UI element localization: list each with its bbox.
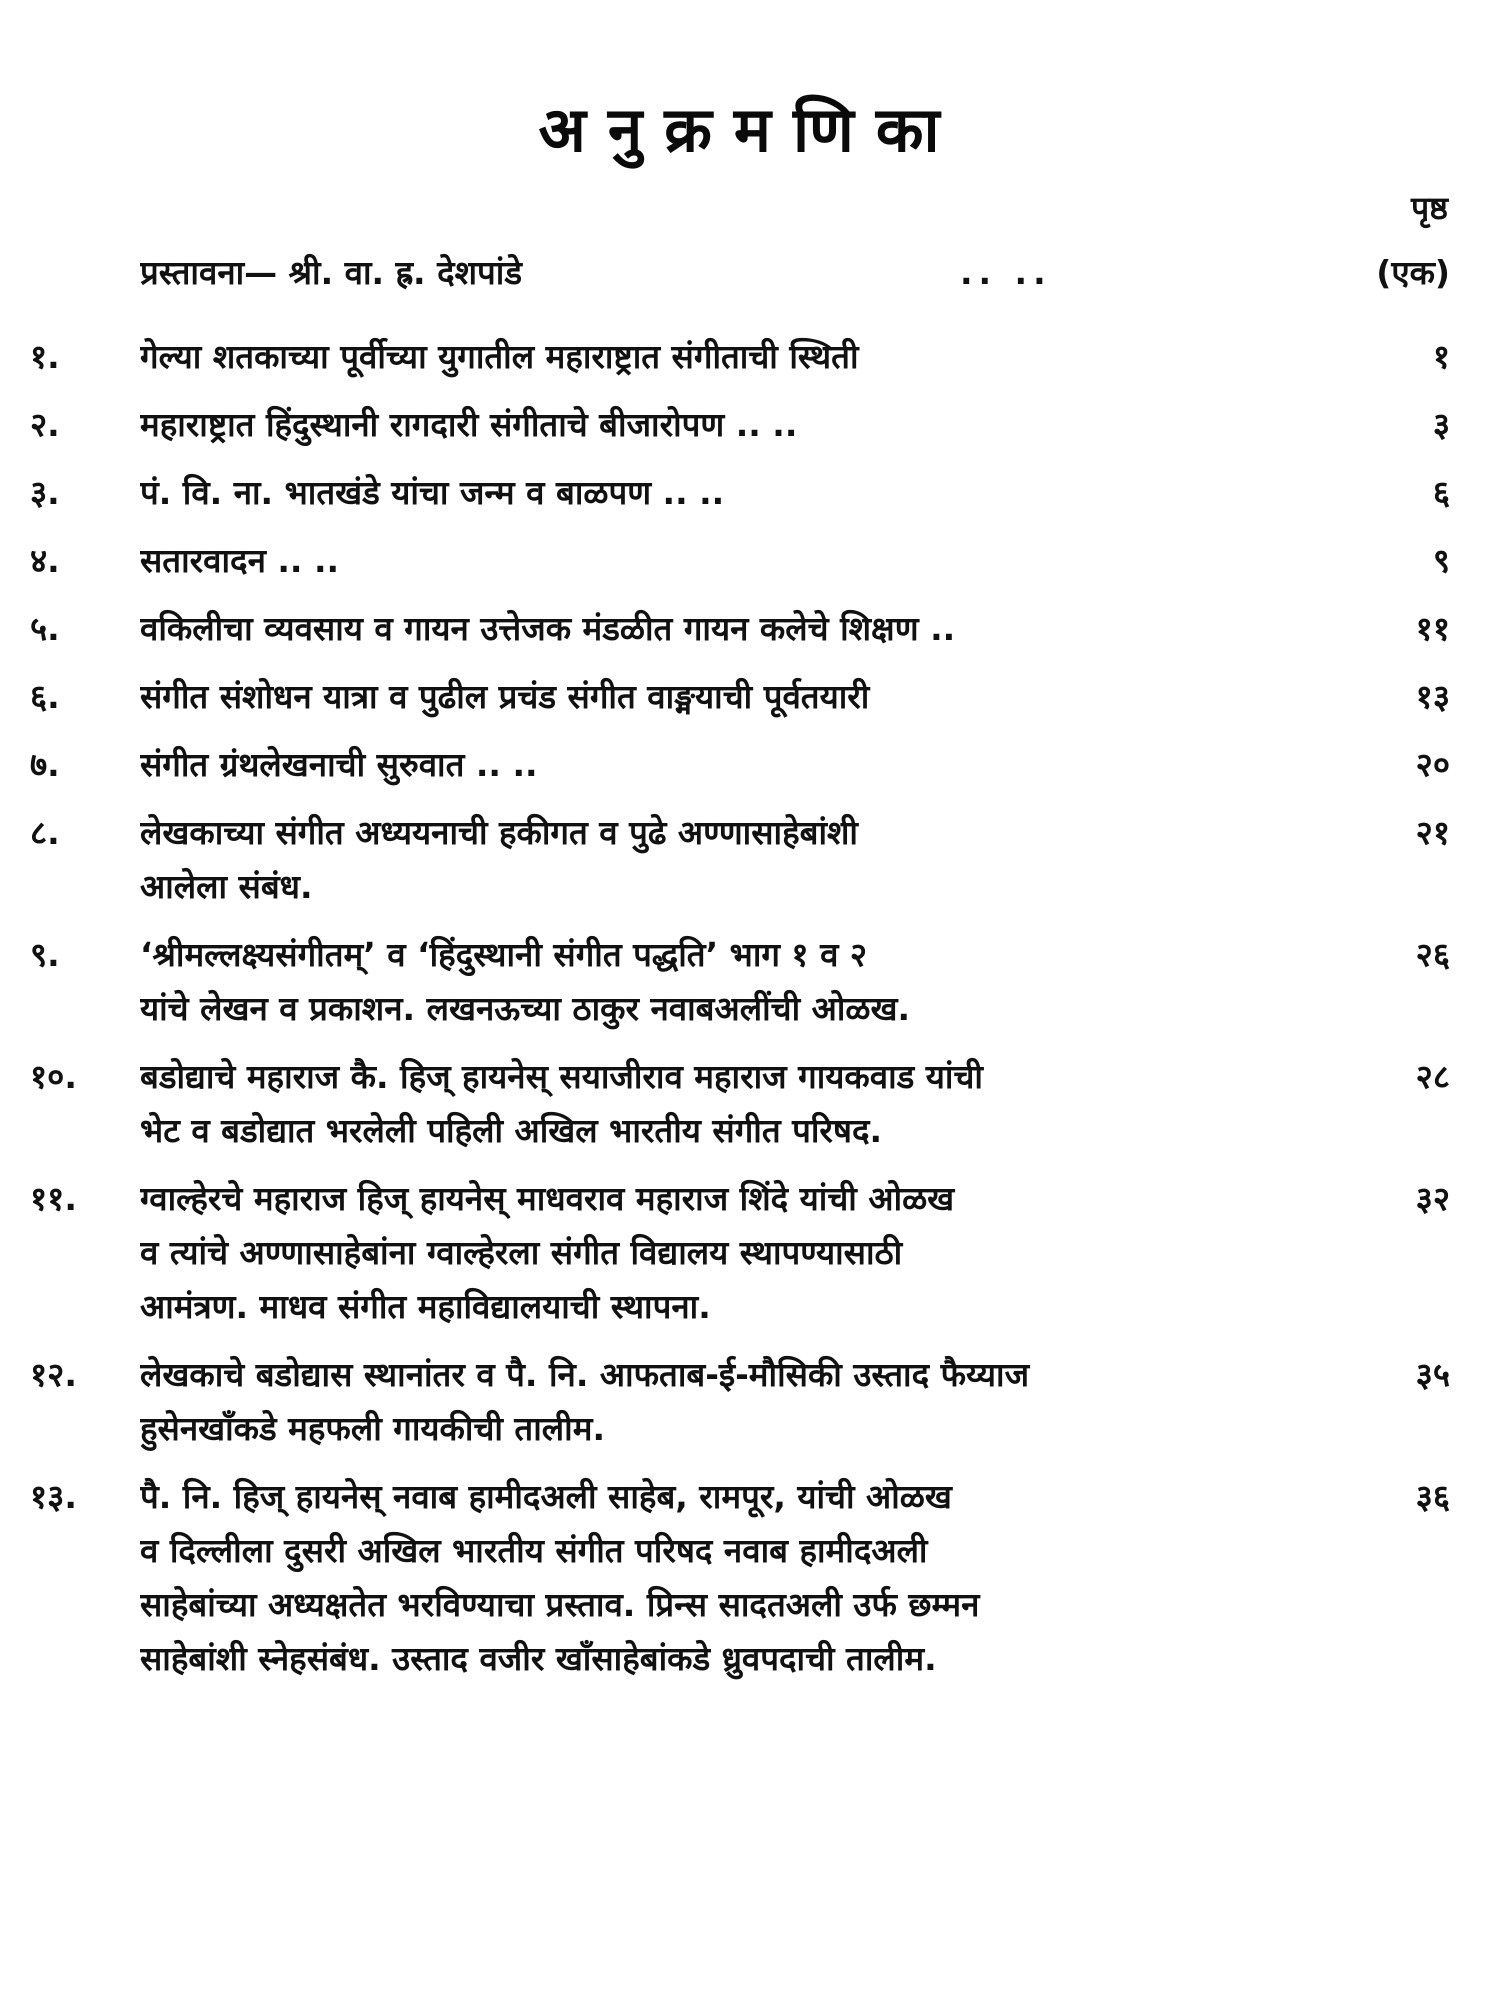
toc-entry-line: वकिलीचा व्यवसाय व गायन उत्तेजक मंडळीत गायन कलेचे शिक्षण .. xyxy=(140,609,956,648)
toc-entry-title xyxy=(140,602,1285,656)
toc-entry-line: आलेला संबंध. xyxy=(140,867,313,906)
toc-entry-line: ‘श्रीमल्लक्ष्यसंगीतम्’ व ‘हिंदुस्थानी संगीत पद्धति’ भाग १ व २ xyxy=(140,935,868,974)
toc-entry-title xyxy=(140,1470,1285,1686)
toc-entry xyxy=(0,534,1500,588)
toc-entry-page: (एक) xyxy=(1376,253,1450,292)
toc-entry xyxy=(0,398,1500,452)
toc-entry-page: २८ xyxy=(1415,1057,1450,1096)
toc-entry-line: लेखकाच्या संगीत अध्ययनाची हकीगत व पुढे अण्णासाहेबांशी xyxy=(140,813,858,852)
toc-entry xyxy=(0,928,1500,1036)
toc-entry-page: ११ xyxy=(1415,609,1450,648)
toc-entry xyxy=(0,1050,1500,1158)
page-title: अनुक्रमणिका xyxy=(538,93,962,166)
toc-entry-page: २६ xyxy=(1415,935,1450,974)
toc-entry-line: बडोद्याचे महाराज कै. हिज् हायनेस् सयाजीराव महाराज गायकवाड यांची xyxy=(140,1057,983,1096)
toc-entry-number: ४. xyxy=(30,541,60,580)
toc-entry-line: संगीत संशोधन यात्रा व पुढील प्रचंड संगीत वाङ्मयाची पूर्वतयारी xyxy=(140,677,870,716)
toc-entry xyxy=(0,1348,1500,1456)
toc-entry xyxy=(0,738,1500,792)
toc-entry-line: सतारवादन .. .. xyxy=(140,541,340,580)
toc-entry xyxy=(0,330,1500,384)
toc-entry-title xyxy=(140,246,1285,316)
toc-entry-page: १ xyxy=(1432,337,1450,376)
toc-entry-line: महाराष्ट्रात हिंदुस्थानी रागदारी संगीताचे बीजारोपण .. .. xyxy=(140,405,798,444)
toc-entry-page: १३ xyxy=(1415,677,1450,716)
toc-entry-title xyxy=(140,738,1285,792)
toc-entry-title xyxy=(140,398,1285,452)
toc-entry-number: ६. xyxy=(30,677,60,716)
toc-entry-line: साहेबांच्या अध्यक्षतेत भरविण्याचा प्रस्ताव. प्रिन्स सादतअली उर्फ छम्मन xyxy=(140,1585,980,1624)
toc-entry-line: प्रस्तावना— श्री. वा. ह्र. देशपांडे xyxy=(140,253,522,292)
toc-entry-line: भेट व बडोद्यात भरलेली पहिली अखिल भारतीय संगीत परिषद. xyxy=(140,1111,883,1150)
toc-entry-title xyxy=(140,534,1285,588)
toc-entry-title xyxy=(140,928,1285,1036)
toc-entry-line: यांचे लेखन व प्रकाशन. लखनऊच्या ठाकुर नवाबअलींची ओळख. xyxy=(140,989,911,1028)
toc-entry-page: ९ xyxy=(1432,541,1450,580)
toc-entry-line: पै. नि. हिज् हायनेस् नवाब हामीदअली साहेब, रामपूर, यांची ओळख xyxy=(140,1477,952,1516)
toc-entry-title xyxy=(140,1348,1285,1456)
toc-entry-line: हुसेनखाँकडे महफली गायकीची तालीम. xyxy=(140,1409,605,1448)
toc-entry-line: ग्वाल्हेरचे महाराज हिज् हायनेस् माधवराव महाराज शिंदे यांची ओळख xyxy=(140,1179,955,1218)
toc-entry-title xyxy=(140,806,1285,914)
toc-entry-number: ११. xyxy=(30,1179,77,1218)
toc-entry-page: ३ xyxy=(1432,405,1450,444)
toc-entry-line: व त्यांचे अण्णासाहेबांना ग्वाल्हेरला संगीत विद्यालय स्थापण्यासाठी xyxy=(140,1233,903,1272)
toc-entry-line: लेखकाचे बडोद्यास स्थानांतर व पै. नि. आफताब-ई-मौसिकी उस्ताद फैय्याज xyxy=(140,1355,1030,1394)
toc-entry-page: ३५ xyxy=(1415,1355,1450,1394)
toc-entry xyxy=(0,670,1500,724)
toc-entry-number: १०. xyxy=(30,1057,77,1096)
toc-entry-page: ३६ xyxy=(1415,1477,1450,1516)
toc-entry-title xyxy=(140,330,1285,384)
toc-entry-number: १३. xyxy=(30,1477,77,1516)
toc-entry-line: व दिल्लीला दुसरी अखिल भारतीय संगीत परिषद नवाब हामीदअली xyxy=(140,1531,928,1570)
toc-entry xyxy=(0,466,1500,520)
toc-entry-title xyxy=(140,670,1285,724)
toc-entry-title xyxy=(140,1050,1285,1158)
toc-entry-number: १२. xyxy=(30,1355,77,1394)
toc-entry xyxy=(0,1172,1500,1334)
toc-entry-title xyxy=(140,1172,1285,1334)
toc-entry-number: ८. xyxy=(30,813,60,852)
toc-entry-number: २. xyxy=(30,405,60,444)
toc-entry-number: ७. xyxy=(30,745,60,784)
toc-entry-page: ३२ xyxy=(1415,1179,1450,1218)
toc-entry-line: गेल्या शतकाच्या पूर्वीच्या युगातील महाराष्ट्रात संगीताची स्थिती xyxy=(140,337,859,376)
toc-entry-line: आमंत्रण. माधव संगीत महाविद्यालयाची स्थापना. xyxy=(140,1287,711,1326)
toc-entry-number: ९. xyxy=(30,935,60,974)
toc-entry-page: २१ xyxy=(1415,813,1450,852)
toc-entry xyxy=(0,246,1500,316)
toc-entry-number: ३. xyxy=(30,473,60,512)
toc-entry-title xyxy=(140,466,1285,520)
toc-entry-page: ६ xyxy=(1432,473,1450,512)
toc-entry-page: २० xyxy=(1415,745,1450,784)
toc-entry xyxy=(0,806,1500,914)
toc-entry-line: साहेबांशी स्नेहसंबंध. उस्ताद वजीर खाँसाहेबांकडे ध्रुवपदाची तालीम. xyxy=(140,1639,937,1678)
toc-entry-line: पं. वि. ना. भातखंडे यांचा जन्म व बाळपण .. .. xyxy=(140,473,725,512)
toc-entry xyxy=(0,602,1500,656)
toc-entry-line: संगीत ग्रंथलेखनाची सुरुवात .. .. xyxy=(140,745,538,784)
toc-list xyxy=(0,246,1500,1700)
toc-entry xyxy=(0,1470,1500,1686)
page-column-header: पृष्ठ xyxy=(1410,189,1448,227)
toc-entry-line: .. .. xyxy=(960,253,1052,292)
toc-entry-number: १. xyxy=(30,337,60,376)
toc-entry-number: ५. xyxy=(30,609,60,648)
